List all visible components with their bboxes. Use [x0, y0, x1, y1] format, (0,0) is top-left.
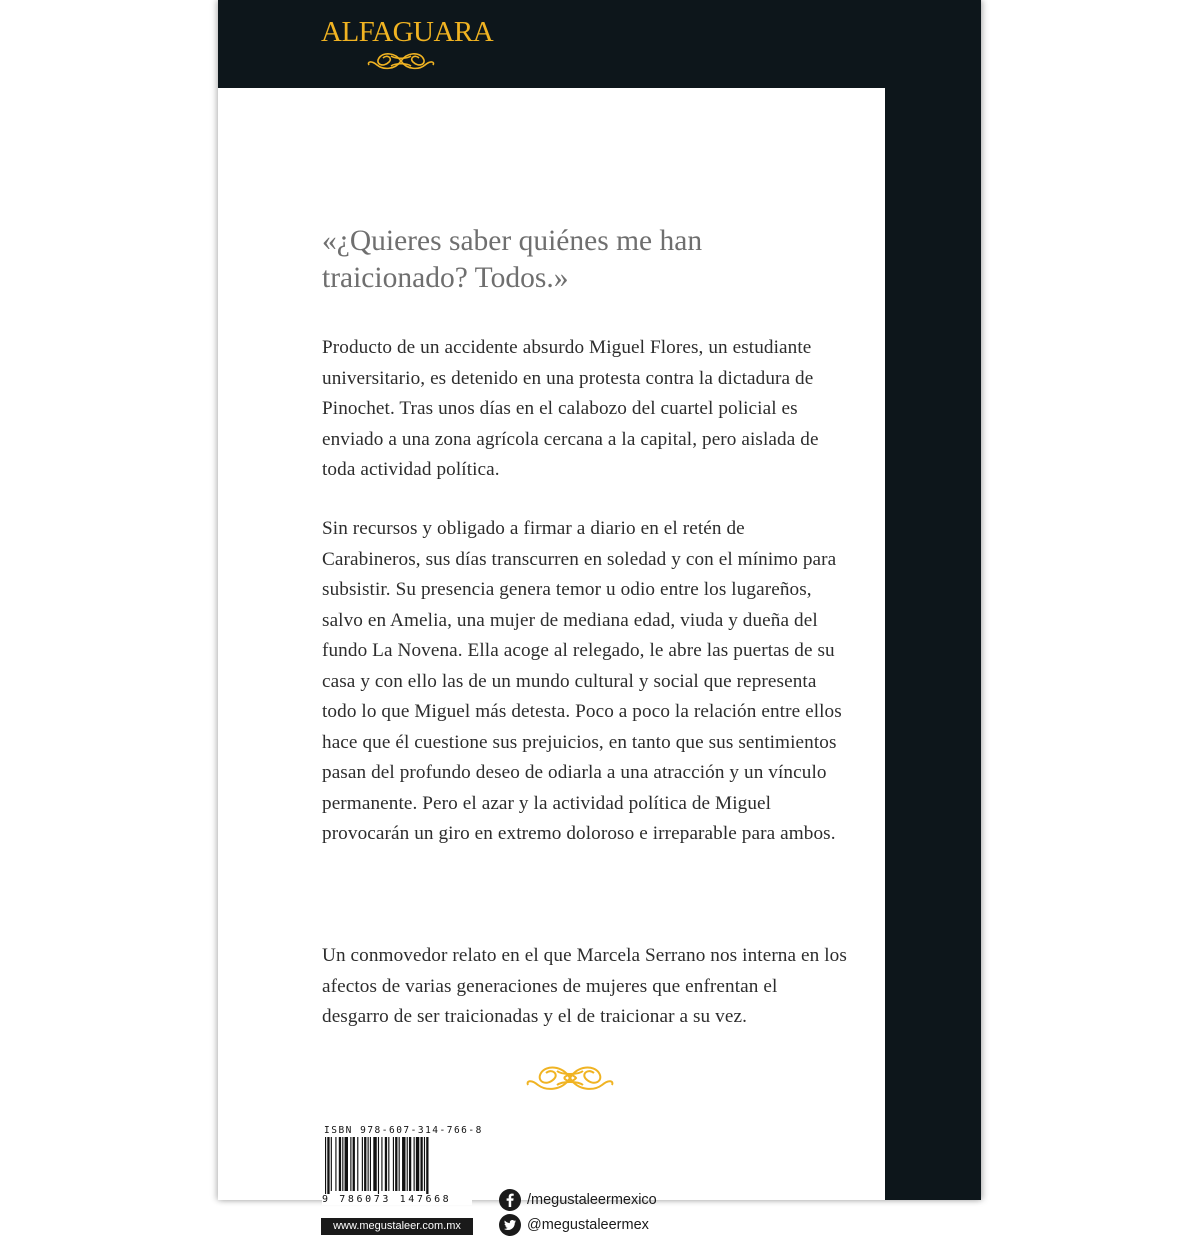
quote-headline — [322, 223, 842, 297]
isbn-barcode — [321, 1137, 473, 1197]
synopsis-paragraph-2: Sin recursos y obligado a firmar a diario en el retén de Carabineros, sus días transcurren en soledad y con el mínimo para subsistir. Su presencia genera temor u odio entre los lugareños, salvo en Amelia, una mujer de mediana edad, viuda y dueña del fundo La Novena. Ella acoge al relegado, le abre las puertas de su casa y con ello las de un mundo cultural y social que representa todo lo que Miguel más detesta. Poco a poco la relación entre ellos hace que él cuestione sus prejuicios, en tanto que sus sentimientos pasan del profundo deseo de odiarla a una atracción y un vínculo permanente. Pero el azar y la actividad política de Miguel provocarán un giro en extremo doloroso e irreparable para ambos. — [322, 518, 842, 844]
flourish-icon — [365, 50, 437, 72]
isbn-digits: 9 786073 147668 — [322, 1194, 472, 1205]
publisher-name: ALFAGUARA — [321, 16, 494, 48]
twitter-handle: @megustaleermex — [527, 1217, 649, 1233]
facebook-handle: /megustaleermexico — [527, 1192, 657, 1208]
website-link[interactable]: www.megustaleer.com.mx — [321, 1218, 473, 1235]
ornament-flourish-icon — [524, 1061, 616, 1095]
quote-headline-line2: traicionado? Todos.» — [322, 262, 569, 294]
synopsis-paragraph-3: Un conmovedor relato en el que Marcela Serrano nos interna en los afectos de varias generaciones de mujeres que enfrentan el desgarro de ser traicionadas y el de traicionar a su vez. — [322, 945, 847, 1027]
twitter-icon — [499, 1214, 521, 1236]
isbn-label: ISBN 978-607-314-766-8 — [324, 1125, 483, 1136]
book-back-cover — [218, 0, 981, 1233]
synopsis-paragraph-1: Producto de un accidente absurdo Miguel Flores, un estudiante universitario, es detenido en una protesta contra la dictadura de Pinochet. Tras unos días en el calabozo del cuartel policial es enviado a una zona agrícola cercana a la capital, pero aislada de toda actividad política. — [322, 337, 819, 480]
facebook-link[interactable] — [499, 1189, 657, 1211]
quote-headline-line1: «¿Quieres saber quiénes me han — [322, 225, 703, 257]
back-cover-page — [218, 88, 885, 1233]
facebook-icon — [499, 1189, 521, 1211]
twitter-link[interactable] — [499, 1214, 649, 1236]
publisher-logo — [321, 14, 494, 76]
